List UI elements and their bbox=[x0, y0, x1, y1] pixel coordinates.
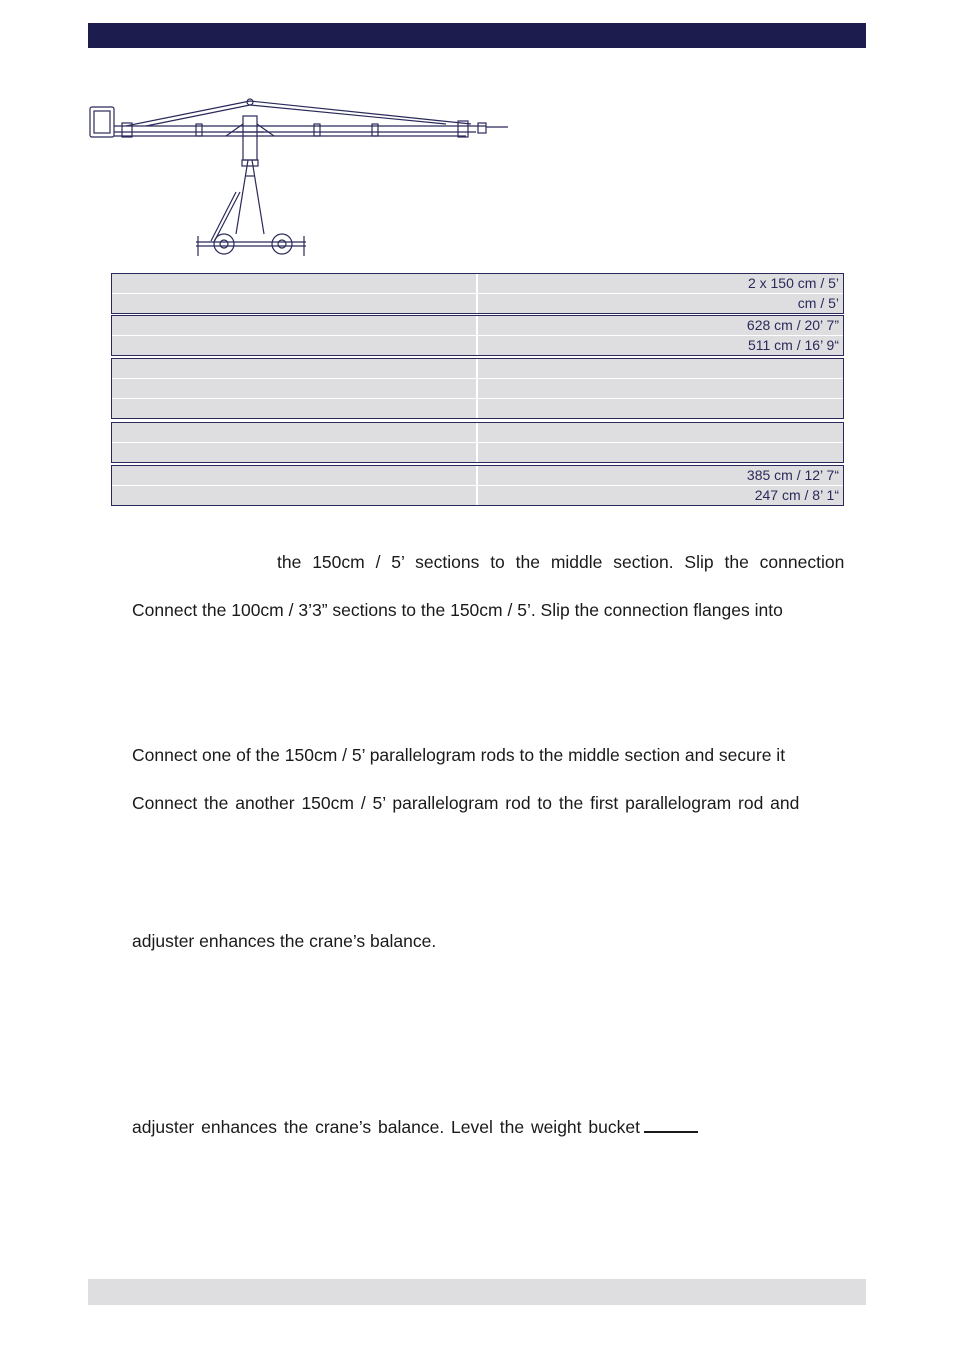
justified-text: the 150cm / 5’ sections to the middle section. Slip the connection bbox=[277, 552, 845, 572]
footer-bar bbox=[88, 1279, 866, 1305]
spec-value: 385 cm / 12’ 7“ bbox=[746, 467, 839, 483]
spec-value: 247 cm / 8’ 1“ bbox=[754, 487, 839, 503]
paragraph-line: adjuster enhances the crane’s balance. bbox=[132, 931, 437, 951]
spec-row bbox=[112, 359, 843, 378]
spec-value bbox=[478, 359, 843, 378]
spec-value: cm / 5’ bbox=[797, 295, 839, 311]
blank-underline bbox=[644, 1117, 698, 1133]
crane-diagram bbox=[86, 96, 514, 260]
paragraph-line bbox=[277, 551, 862, 573]
spec-value bbox=[478, 423, 843, 442]
paragraph-line: Connect the 100cm / 3’3” sections to the 150cm / 5’. Slip the connection flanges into bbox=[132, 600, 783, 620]
spec-row bbox=[112, 378, 843, 398]
spec-row bbox=[112, 485, 843, 505]
paragraph-text: adjuster enhances the crane’s balance. Level the weight bucket bbox=[132, 1117, 640, 1137]
spec-row bbox=[112, 316, 843, 335]
spec-value bbox=[478, 399, 843, 418]
spec-value bbox=[478, 443, 843, 462]
spec-group-1 bbox=[111, 273, 844, 314]
spec-value bbox=[478, 379, 843, 398]
spec-group-2 bbox=[111, 315, 844, 356]
spec-row bbox=[112, 466, 843, 485]
paragraph-line: Connect the another 150cm / 5’ parallelogram rod to the first parallelogram rod and bbox=[132, 793, 800, 813]
spec-row bbox=[112, 423, 843, 442]
paragraph-line bbox=[132, 1116, 698, 1138]
header-bar bbox=[88, 23, 866, 48]
paragraph-line: Connect one of the 150cm / 5’ parallelogram rods to the middle section and secure it bbox=[132, 745, 786, 765]
spec-group-5 bbox=[111, 465, 844, 506]
spec-row bbox=[112, 335, 843, 355]
spec-row bbox=[112, 442, 843, 462]
spec-value: 2 x 150 cm / 5’ bbox=[747, 275, 839, 291]
spec-value: 628 cm / 20’ 7” bbox=[746, 317, 839, 333]
spec-row bbox=[112, 274, 843, 293]
spec-row bbox=[112, 398, 843, 418]
spec-value: 511 cm / 16’ 9“ bbox=[747, 337, 839, 353]
spec-group-4 bbox=[111, 422, 844, 463]
spec-group-3 bbox=[111, 358, 844, 419]
spec-row bbox=[112, 293, 843, 313]
